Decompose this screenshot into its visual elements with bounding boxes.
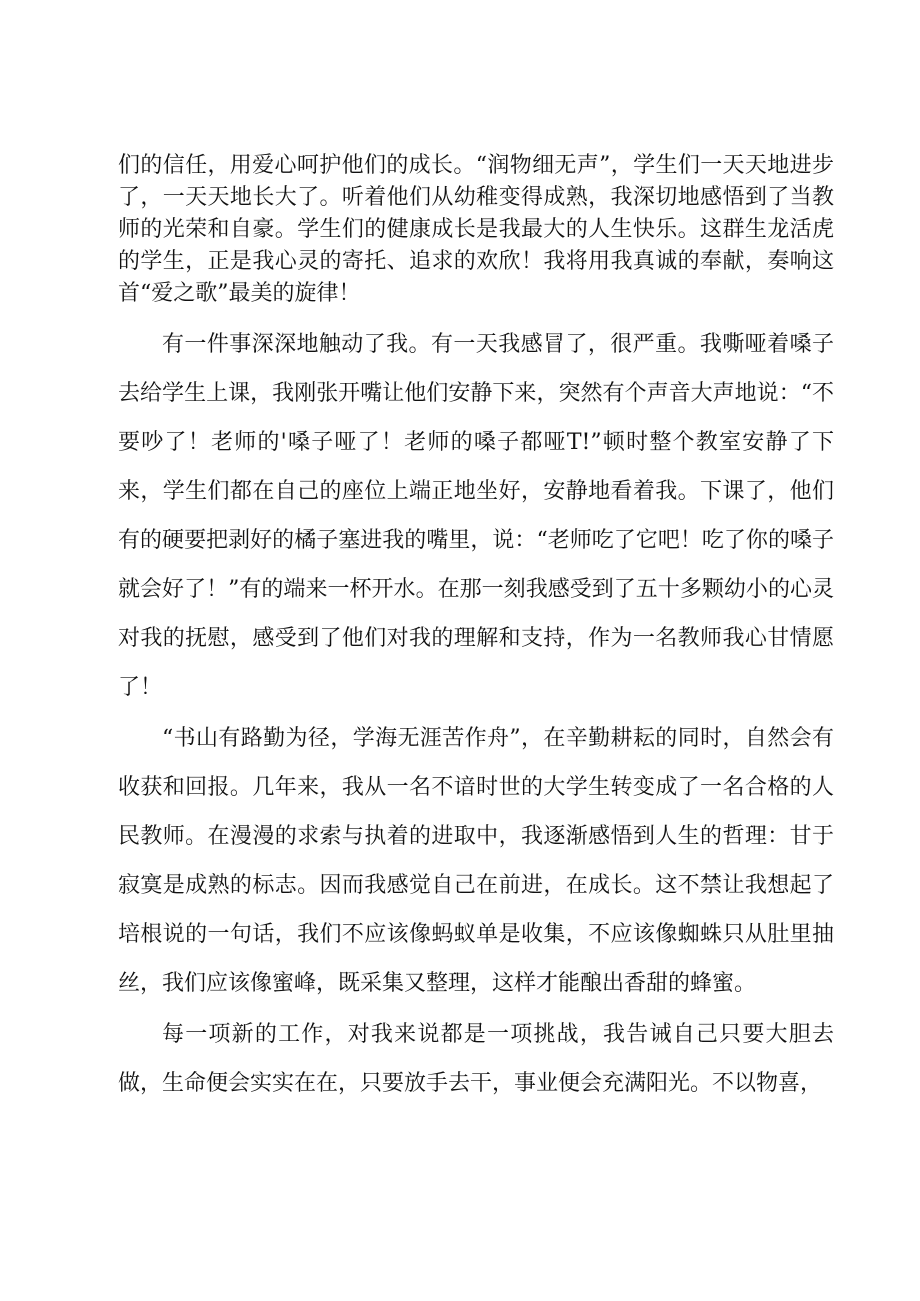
document-page [118, 150, 834, 1110]
paragraph-1: 们的信任，用爱心呵护他们的成长。“润物细无声”，学生们一天天地进步了，一天天地长大了。听着他们从幼稚变得成熟，我深切地感悟到了当教师的光荣和自豪。学生们的健康成长是我最大的人生快乐。这群生龙活虎的学生，正是我心灵的寄托、追求的欢欣！我将用我真诚的奉献，奏响这首“爱之歌”最美的旋律！ [118, 153, 834, 306]
paragraph-2: 有一件事深深地触动了我。有一天我感冒了，很严重。我嘶哑着嗓子去给学生上课，我刚张开嘴让他们安静下来，突然有个声音大声地说：“不要吵了！老师的'嗓子哑了！老师的嗓子都哑T!”顿时整个教室安静了下来，学生们都在自己的座位上端正地坐好，安静地看着我。下课了，他们有的硬要把剥好的橘子塞进我的嘴里，说：“老师吃了它吧！吃了你的嗓子就会好了！”有的端来一杯开水。在那一刻我感受到了五十多颗幼小的心灵对我的抚慰，感受到了他们对我的理解和支持，作为一名教师我心甘情愿了！ [118, 332, 834, 700]
paragraph-3: “书山有路勤为径，学海无涯苦作舟”，在辛勤耕耘的同时，自然会有收获和回报。几年来，我从一名不谙时世的大学生转变成了一名合格的人民教师。在漫漫的求索与执着的进取中，我逐渐感悟到人生的哲理：甘于寂寞是成熟的标志。因而我感觉自己在前进，在成长。这不禁让我想起了培根说的一句话，我们不应该像蚂蚁单是收集，不应该像蜘蛛只从肚里抽丝，我们应该像蜜峰，既采集又整理，这样才能酿出香甜的蜂蜜。 [118, 726, 834, 996]
paragraph-4: 每一项新的工作，对我来说都是一项挑战，我告诫自己只要大胆去做，生命便会实实在在，只要放手去干，事业便会充满阳光。不以物喜， [118, 1022, 834, 1096]
